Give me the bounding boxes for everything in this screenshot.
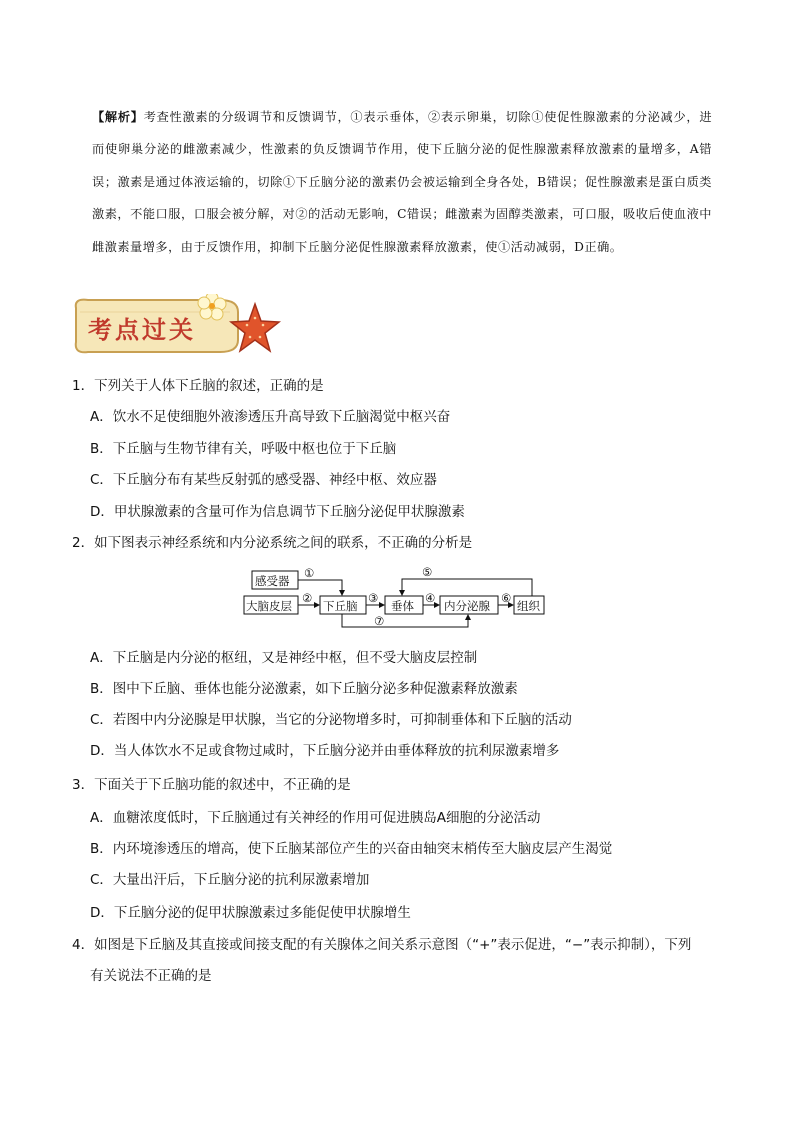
- box-endocrine-gland: 内分泌腺: [444, 599, 490, 613]
- analysis-paragraph: [92, 101, 712, 263]
- question-2-option-b: B．图中下丘脑、垂体也能分泌激素，如下丘脑分泌多种促激素释放激素: [90, 681, 518, 697]
- question-3-option-c: C．大量出汗后，下丘脑分泌的抗利尿激素增加: [90, 872, 370, 888]
- question-2-option-c: C．若图中内分泌腺是甲状腺，当它的分泌物增多时，可抑制垂体和下丘脑的活动: [90, 712, 572, 728]
- arrow-5: [402, 579, 532, 596]
- question-1-option-d: D．甲状腺激素的含量可作为信息调节下丘脑分泌促甲状腺激素: [90, 504, 465, 520]
- question-4-stem-line1: 4．如图是下丘脑及其直接或间接支配的有关腺体之间关系示意图（“+”表示促进，“−”表示抑制），下列: [72, 937, 692, 953]
- question-2-option-d: D．当人体饮水不足或食物过咸时，下丘脑分泌并由垂体释放的抗利尿激素增多: [90, 743, 560, 759]
- question-1-option-b: B．下丘脑与生物节律有关，呼吸中枢也位于下丘脑: [90, 441, 397, 457]
- question-1-option-a: A．饮水不足使细胞外液渗透压升高导致下丘脑渴觉中枢兴奋: [90, 409, 451, 425]
- label-5: ⑤: [422, 565, 433, 579]
- question-1-stem: 1．下列关于人体下丘脑的叙述，正确的是: [72, 378, 324, 394]
- flower-icon: [198, 294, 226, 320]
- section-banner: [70, 294, 282, 358]
- banner-title: 考点过关: [88, 316, 196, 344]
- box-pituitary: 垂体: [391, 599, 414, 613]
- question-4-stem-line2: 有关说法不正确的是: [90, 968, 212, 984]
- box-hypothalamus: 下丘脑: [323, 599, 358, 613]
- analysis-body: 考查性激素的分级调节和反馈调节，①表示垂体，②表示卵巢，切除①使促性腺激素的分泌减少，进而使卵巢分泌的雌激素减少，性激素的负反馈调节作用，使下丘脑分泌的促性腺激素释放激素的量增多，A错误；激素是通过体液运输的，切除①下丘脑分泌的激素仍会被运输到全身各处，B错误；促性腺激素是蛋白质类激素，不能口服，口服会被分解，对②的活动无影响，C错误；雌激素为固醇类激素，可口服，吸收后使血液中雌激素量增多，由于反馈作用，抑制下丘脑分泌促性腺激素释放激素，使①活动减弱，D正确。: [92, 110, 713, 254]
- box-receptor: 感受器: [255, 574, 290, 588]
- question-3-option-d: D．下丘脑分泌的促甲状腺激素过多能促使甲状腺增生: [90, 905, 411, 921]
- question-2-stem: 2．如下图表示神经系统和内分泌系统之间的联系，不正确的分析是: [72, 535, 473, 551]
- label-6: ⑥: [501, 591, 512, 605]
- question-3-stem: 3．下面关于下丘脑功能的叙述中，不正确的是: [72, 777, 351, 793]
- question-2-option-a: A．下丘脑是内分泌的枢纽，又是神经中枢，但不受大脑皮层控制: [90, 650, 478, 666]
- label-3: ③: [368, 591, 379, 605]
- arrow-7: [342, 614, 468, 627]
- label-1: ①: [304, 566, 315, 580]
- analysis-tag: 【解析】: [92, 110, 144, 124]
- label-2: ②: [302, 591, 313, 605]
- label-7: ⑦: [374, 614, 385, 628]
- question-3-option-b: B．内环境渗透压的增高，使下丘脑某部位产生的兴奋由轴突末梢传至大脑皮层产生渴觉: [90, 841, 613, 857]
- box-tissue: 组织: [517, 599, 540, 613]
- neuro-endocrine-diagram: [242, 565, 550, 635]
- question-1-option-c: C．下丘脑分布有某些反射弧的感受器、神经中枢、效应器: [90, 472, 437, 488]
- question-3-option-a: A．血糖浓度低时，下丘脑通过有关神经的作用可促进胰岛A细胞的分泌活动: [90, 810, 541, 826]
- label-4: ④: [425, 591, 436, 605]
- box-cerebral-cortex: 大脑皮层: [246, 599, 292, 613]
